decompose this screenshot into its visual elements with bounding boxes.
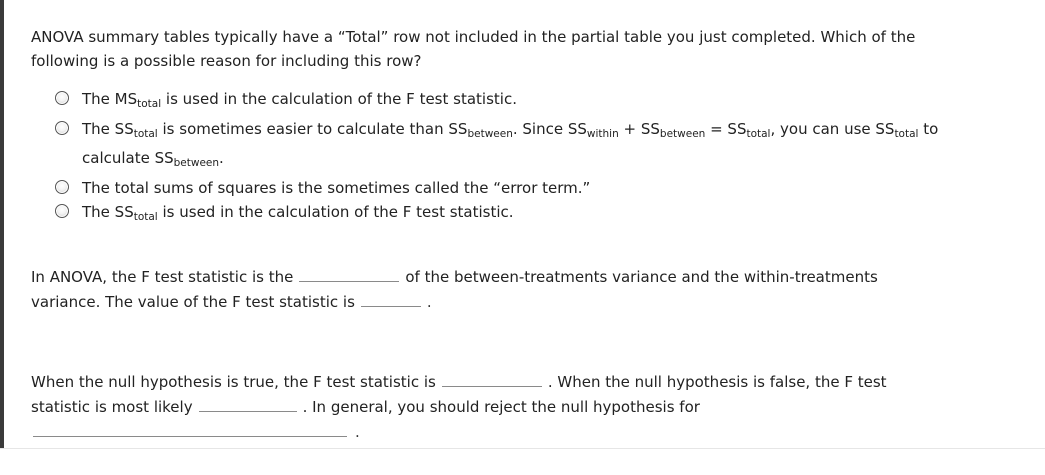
answer-blank-f-when-null-false[interactable] bbox=[199, 399, 297, 412]
option-text: . Since SS bbox=[512, 119, 587, 138]
option-text: The total sums of squares is the sometimes called the “error term.” bbox=[82, 178, 591, 197]
radio-button[interactable] bbox=[55, 204, 69, 218]
option-text: The SS bbox=[82, 203, 134, 221]
paragraph-text: . bbox=[355, 423, 360, 441]
option-text: , you can use SS bbox=[770, 119, 895, 138]
subscript: between bbox=[467, 127, 513, 140]
paragraph-text: . When the null hypothesis is false, the F test statistic is most likely bbox=[31, 373, 887, 416]
paragraph-text: of the between-treatments variance and the within-treatments variance. The value of the F test statistic is bbox=[31, 268, 878, 311]
answer-blank-reject-rule[interactable] bbox=[33, 424, 347, 437]
option-text: + SS bbox=[618, 119, 660, 138]
option-error-term[interactable] bbox=[55, 176, 955, 201]
option-text: is used in the calculation of the F test statistic. bbox=[161, 90, 517, 108]
paragraph-text: When the null hypothesis is true, the F test statistic is bbox=[31, 373, 436, 391]
answer-blank-ratio[interactable] bbox=[299, 269, 399, 282]
option-text: is sometimes easier to calculate than SS bbox=[157, 119, 468, 138]
question-text: ANOVA summary tables typically have a “Total” row not included in the partial table you just completed. Which of the following is a possible reason for including this row? bbox=[31, 28, 916, 70]
subscript: total bbox=[133, 127, 158, 140]
radio-button[interactable] bbox=[55, 121, 69, 135]
bottom-divider bbox=[0, 448, 1045, 449]
option-ms-total[interactable] bbox=[55, 87, 955, 117]
paragraph-text: In ANOVA, the F test statistic is the bbox=[31, 268, 294, 286]
answer-blank-f-when-null-true[interactable] bbox=[442, 374, 542, 387]
option-text: is used in the calculation of the F test statistic. bbox=[157, 203, 514, 221]
subscript: total bbox=[133, 211, 158, 223]
paragraph-text: . bbox=[426, 293, 432, 311]
option-ss-total-easier[interactable] bbox=[55, 117, 955, 176]
subscript: between bbox=[173, 157, 220, 169]
subscript: within bbox=[586, 127, 619, 140]
radio-button[interactable] bbox=[55, 91, 69, 105]
answer-options bbox=[55, 87, 955, 230]
subscript: total bbox=[746, 127, 771, 140]
answer-blank-f-value[interactable] bbox=[361, 294, 421, 307]
paragraph-text: . In general, you should reject the null hypothesis for bbox=[302, 398, 700, 416]
subscript: total bbox=[137, 98, 162, 110]
option-text: = SS bbox=[705, 119, 747, 138]
radio-button[interactable] bbox=[55, 180, 69, 194]
fill-in-paragraph-1 bbox=[31, 265, 931, 315]
subscript: total bbox=[894, 127, 919, 140]
option-text: The SS bbox=[82, 119, 134, 138]
option-ss-total-f[interactable] bbox=[55, 200, 955, 230]
left-border-bar bbox=[0, 0, 4, 448]
option-text: . bbox=[219, 149, 224, 167]
fill-in-paragraph-2 bbox=[31, 370, 931, 445]
option-text: to calculate SS bbox=[82, 119, 939, 167]
subscript: between bbox=[659, 127, 706, 140]
option-text: The MS bbox=[82, 90, 138, 108]
